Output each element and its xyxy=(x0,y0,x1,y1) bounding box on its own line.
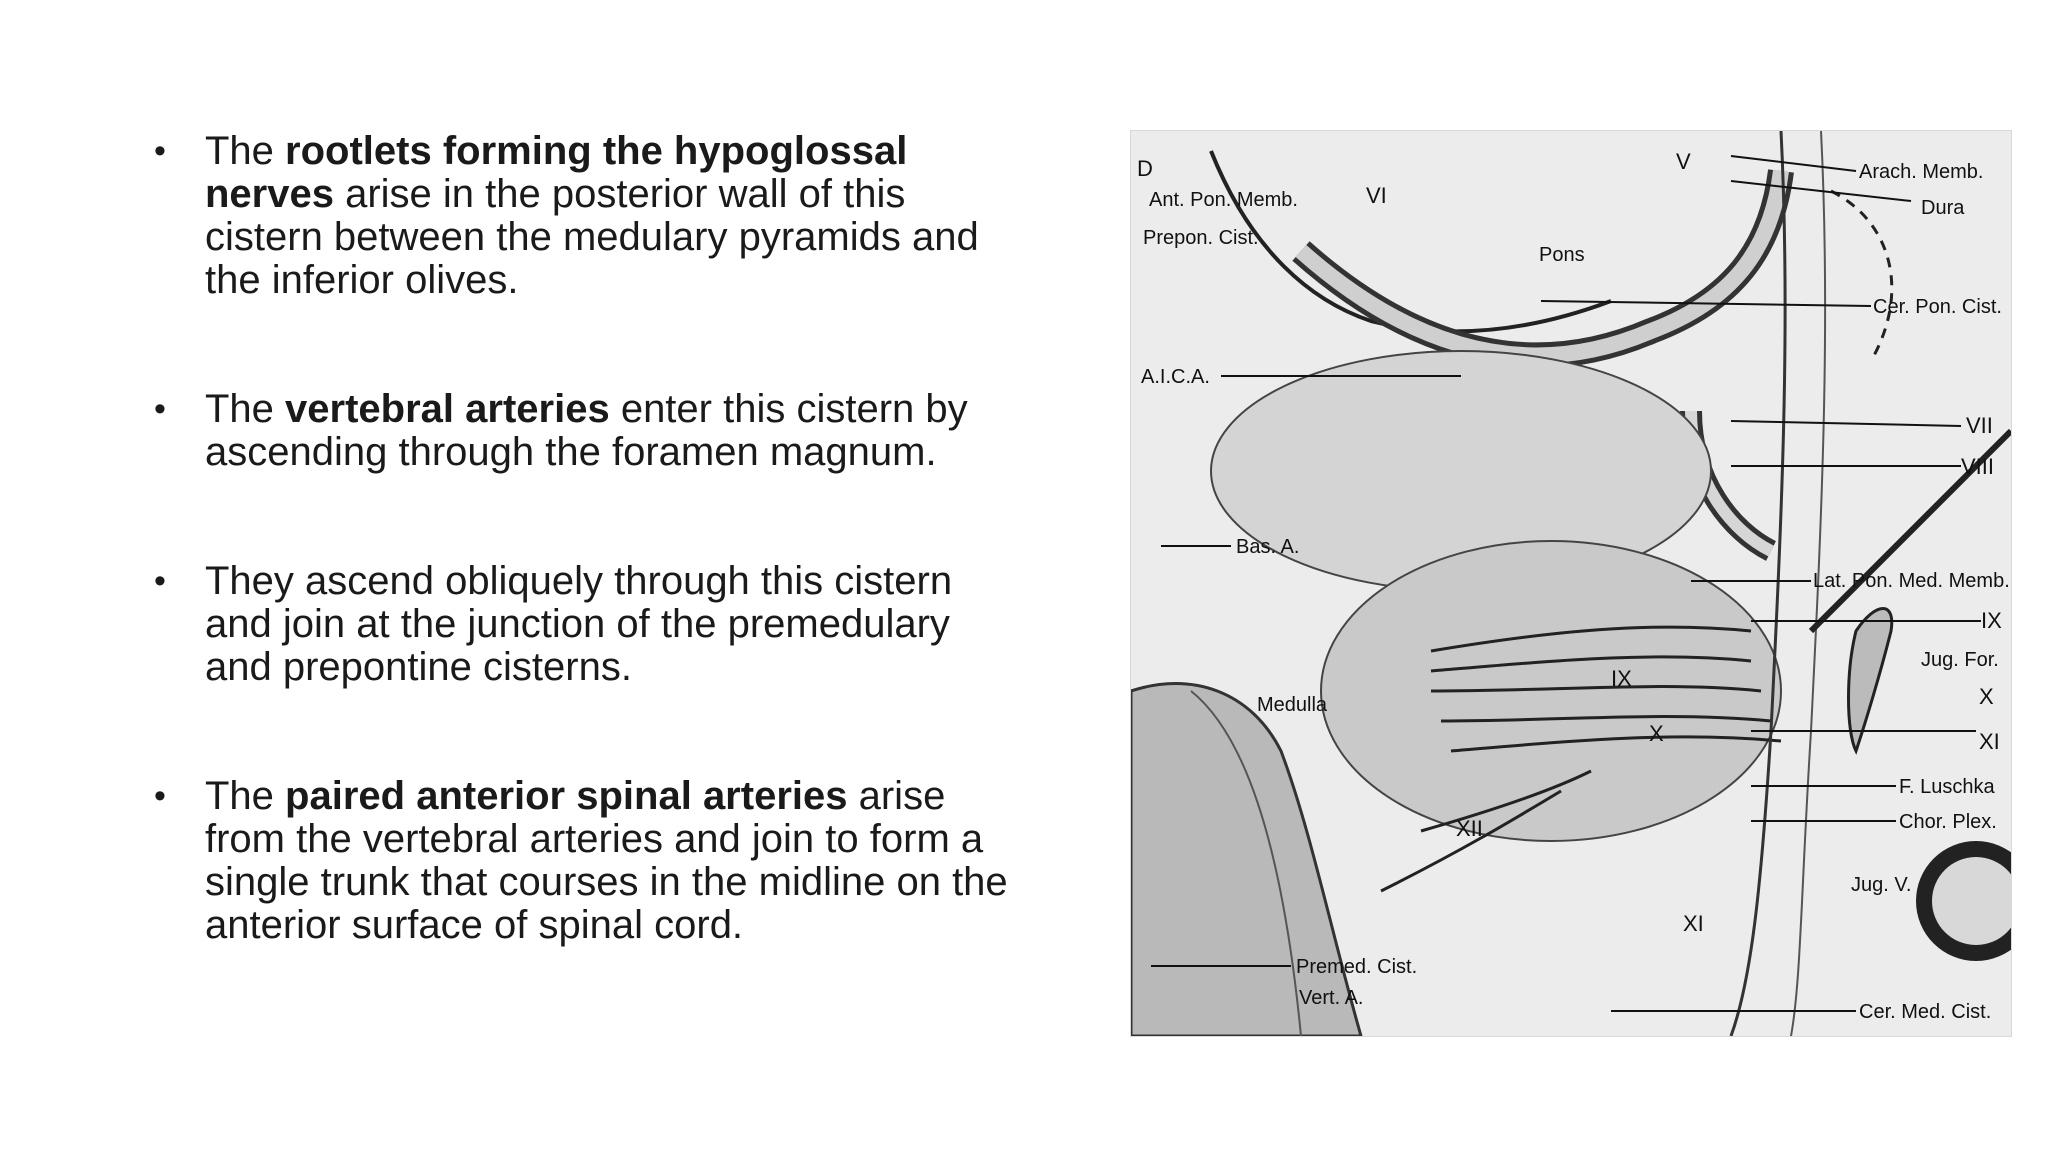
label-ant-pon-memb: Ant. Pon. Memb. xyxy=(1149,189,1298,211)
label-cer-pon-cist: Cer. Pon. Cist. xyxy=(1873,296,2002,318)
bullet-ascend-obliquely xyxy=(150,560,1010,689)
label-jug-v: Jug. V. xyxy=(1851,874,1912,896)
bullet-dot: • xyxy=(154,390,166,428)
label-aica: A.I.C.A. xyxy=(1141,366,1210,388)
label-medulla: Medulla xyxy=(1257,694,1328,716)
anatomy-illustration xyxy=(1130,130,2012,1037)
label-jug-for: Jug. For. xyxy=(1921,649,1999,671)
bullet-text-pre: They ascend obliquely through this cistern and join at the junction of the premedulary and prepontine cisterns. xyxy=(205,559,953,689)
label-viii: VIII xyxy=(1961,454,1995,479)
label-f-luschka: F. Luschka xyxy=(1899,776,1995,798)
bullet-vertebral-arteries xyxy=(150,388,1010,474)
label-x-right: X xyxy=(1979,684,1994,709)
label-d: D xyxy=(1137,156,1153,181)
bullet-anterior-spinal-arteries xyxy=(150,775,1010,947)
label-vert-a: Vert. A. xyxy=(1299,987,1364,1009)
anatomy-drawing xyxy=(1131,131,2011,1036)
bullet-text-bold: vertebral arteries xyxy=(285,387,610,431)
bullet-text-post: arise from the vertebral arteries and join to form a single trunk that courses in the midline on the anterior surface of spinal cord. xyxy=(205,774,1008,947)
label-prepon-cist: Prepon. Cist. xyxy=(1143,227,1259,249)
label-vi: VI xyxy=(1366,183,1387,208)
label-xi-bottom: XI xyxy=(1683,911,1704,936)
label-pons: Pons xyxy=(1539,244,1585,266)
label-v: V xyxy=(1676,149,1691,174)
bullet-text-pre: The xyxy=(205,774,286,818)
bullet-dot: • xyxy=(154,777,166,815)
bullet-dot: • xyxy=(154,132,166,170)
label-x-center: X xyxy=(1649,721,1664,746)
bullet-text-post: enter this cistern by ascending through the foramen magnum. xyxy=(205,387,968,474)
bullet-text-post: arise in the posterior wall of this cistern between the medulary pyramids and the inferior olives. xyxy=(205,172,979,302)
label-xii: XII xyxy=(1456,816,1483,841)
label-dura: Dura xyxy=(1921,197,1965,219)
label-ix-right: IX xyxy=(1981,608,2002,633)
bullet-list xyxy=(150,130,1010,1033)
label-chor-plex: Chor. Plex. xyxy=(1899,811,1997,833)
label-bas-a: Bas. A. xyxy=(1236,536,1300,558)
bullet-text-bold: paired anterior spinal arteries xyxy=(285,774,848,818)
label-arach-memb: Arach. Memb. xyxy=(1859,161,1984,183)
bullet-hypoglossal-rootlets xyxy=(150,130,1010,302)
label-ix-center: IX xyxy=(1611,666,1632,691)
label-lat-pon-med-memb: Lat. Pon. Med. Memb. xyxy=(1813,570,2010,592)
bullet-text-pre: The xyxy=(205,387,286,431)
label-vii: VII xyxy=(1966,413,1993,438)
bullet-dot: • xyxy=(154,562,166,600)
label-cer-med-cist: Cer. Med. Cist. xyxy=(1859,1001,1992,1023)
bullet-text-pre: The xyxy=(205,129,286,173)
label-premed-cist: Premed. Cist. xyxy=(1296,956,1418,978)
bullet-text-bold: rootlets forming the hypoglossal nerves xyxy=(205,129,908,216)
label-xi-right: XI xyxy=(1979,729,2000,754)
